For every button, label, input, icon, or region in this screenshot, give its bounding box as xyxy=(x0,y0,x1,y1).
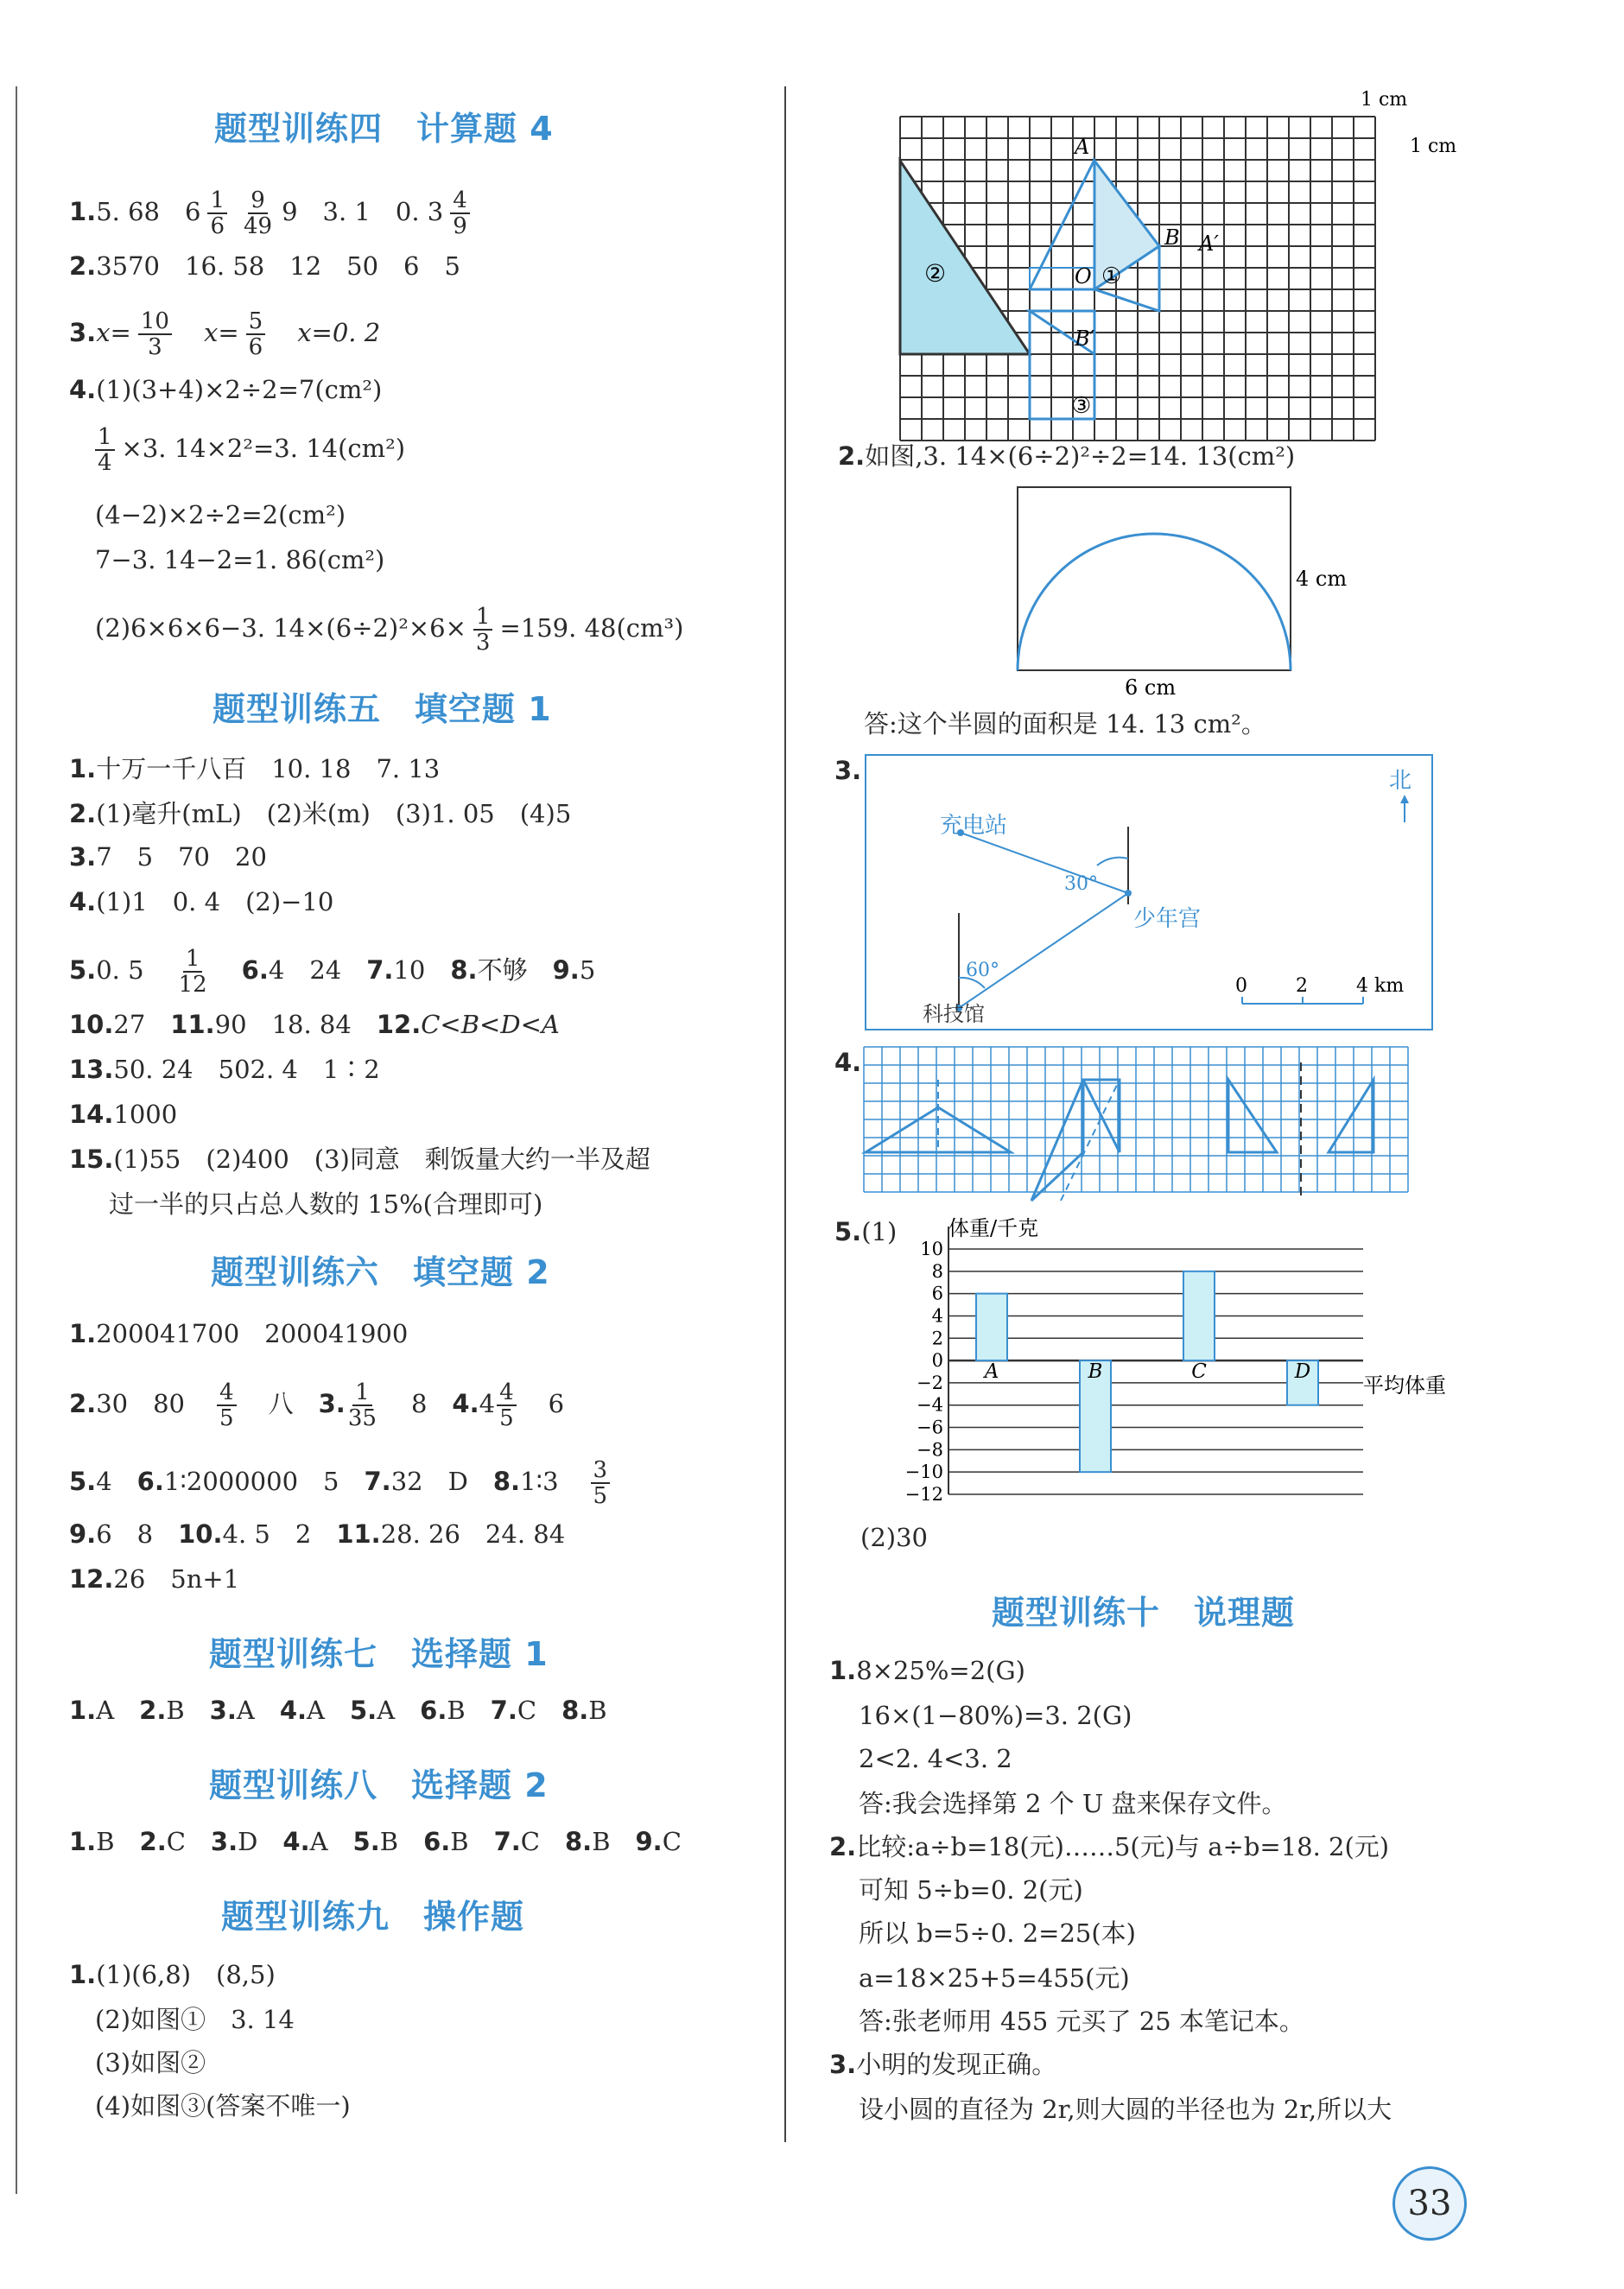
answer-number: 2. xyxy=(139,1696,167,1725)
answer-number: 4. xyxy=(279,1696,308,1725)
answer-value: B xyxy=(166,1696,210,1725)
r-q5-num: 5.(1) xyxy=(834,1217,898,1246)
y-tick-label: 4 xyxy=(931,1305,943,1327)
answer-number: 2. xyxy=(139,1827,167,1856)
answer-number: 9. xyxy=(635,1827,663,1856)
s10-q1-line1: 1.8×25%=2(G) xyxy=(829,1656,1025,1685)
answer-number: 1. xyxy=(69,1696,97,1725)
category-label: A xyxy=(984,1360,999,1384)
section-title-8: 题型训练八 选择题 2 xyxy=(209,1766,549,1804)
fraction: $\frac{4}{9}$ xyxy=(450,188,470,238)
s7-answers xyxy=(69,1695,632,1726)
answer-number: 3. xyxy=(210,1827,238,1856)
palace-label: 少年宫 xyxy=(1133,906,1202,932)
s4-q1 xyxy=(69,188,477,238)
s4-q2: 2.3570 16. 58 12 50 6 5 xyxy=(69,251,460,281)
coordinate-grid-figure xyxy=(890,85,1457,434)
answer-value: B xyxy=(447,1696,491,1725)
section-title-7: 题型训练七 选择题 1 xyxy=(209,1635,549,1673)
s9-q1-line3: (3)如图② xyxy=(95,2048,206,2077)
y-tick-label: −12 xyxy=(904,1484,943,1505)
section-title-5: 题型训练五 填空题 1 xyxy=(213,690,552,728)
answer-number: 5. xyxy=(352,1827,380,1856)
answer-value: D xyxy=(238,1827,283,1856)
answer-value: C xyxy=(662,1827,707,1856)
s5-q2: 2.(1)毫升(mL) (2)米(m) (3)1. 05 (4)5 xyxy=(69,799,572,828)
r-q3-num: 3. xyxy=(834,756,862,785)
y-tick-label: 10 xyxy=(920,1239,943,1259)
fraction: $\frac{1}{6}$ xyxy=(207,188,227,238)
answer-value: A xyxy=(307,1696,350,1725)
unit-width-label: 1 cm xyxy=(1361,89,1408,111)
answer-value: B xyxy=(588,1696,632,1725)
s6-q12: 12.26 5n+1 xyxy=(69,1564,240,1594)
answer-number: 6. xyxy=(420,1696,447,1725)
y-tick-label: −4 xyxy=(917,1394,943,1416)
s5-q13: 13.50. 24 502. 4 1∶2 xyxy=(69,1055,380,1084)
path-to-museum xyxy=(959,893,1128,1008)
bar-C xyxy=(1183,1271,1215,1360)
answer-value: C xyxy=(520,1827,565,1856)
map-figure xyxy=(864,753,1436,1034)
s10-q1-line3: 2<2. 4<3. 2 xyxy=(859,1744,1012,1773)
s4-q4-line2: $\frac{1}{4}$ ×3. 14×2²=3. 14(cm²) xyxy=(95,425,405,475)
q-text: 5. 68 6 xyxy=(96,197,201,226)
s9-q1-line1: 1.(1)(6,8) (8,5) xyxy=(69,1960,276,1989)
s8-answers xyxy=(69,1826,707,1857)
bar-A xyxy=(976,1294,1007,1360)
s10-q2-line5: 答:张老师用 455 元买了 25 本笔记本。 xyxy=(859,2007,1304,2036)
r-q2: 2.如图,3. 14×(6÷2)²÷2=14. 13(cm²) xyxy=(838,441,1296,471)
y-tick-label: −6 xyxy=(917,1417,943,1438)
section-title-4: 题型训练四 计算题 4 xyxy=(214,110,554,148)
s5-q1: 1.十万一千八百 10. 18 7. 13 xyxy=(69,754,441,783)
s6-q1: 1.200041700 200041900 xyxy=(69,1319,409,1348)
s5-q4: 4.(1)1 0. 4 (2)−10 xyxy=(69,887,334,916)
angle-30-label: 30° xyxy=(1064,873,1098,895)
point-A-label: A xyxy=(1075,135,1090,159)
answer-value: B xyxy=(592,1827,636,1856)
s9-q1-line4: (4)如图③(答案不唯一) xyxy=(95,2091,351,2121)
answer-value: A xyxy=(236,1696,280,1725)
answer-value: B xyxy=(96,1827,140,1856)
y-tick-label: 6 xyxy=(931,1283,943,1304)
s4-q4-line5: (2)6×6×6−3. 14×(6÷2)²×6× $\frac{1}{3}$ =159. 48(cm³) xyxy=(95,604,684,656)
semicircle xyxy=(1018,534,1291,670)
category-label: D xyxy=(1294,1360,1311,1384)
s5-q10: 10.27 11.90 18. 84 12.C<B<D<A xyxy=(69,1010,560,1039)
point-O-label: O xyxy=(1075,264,1092,289)
s10-q1-line2: 16×(1−80%)=3. 2(G) xyxy=(859,1701,1132,1730)
station-label: 充电站 xyxy=(940,813,1008,839)
north-label: 北 xyxy=(1389,768,1412,794)
y-tick-label: −10 xyxy=(904,1462,943,1483)
answer-number: 1. xyxy=(69,1827,97,1856)
museum-label: 科技馆 xyxy=(923,1002,985,1026)
category-label: C xyxy=(1191,1360,1207,1384)
label-circle-1: ① xyxy=(1101,263,1122,289)
q-num: 1. xyxy=(69,197,97,226)
angle-60-label: 60° xyxy=(966,960,999,981)
y-tick-label: −8 xyxy=(917,1439,943,1461)
s6-q5: 5.4 6.1∶2000000 5 7.32 D 8.1∶3 $\frac{3}{5}$ xyxy=(69,1458,617,1508)
point-B-label: B xyxy=(1164,225,1180,250)
scale-2: 2 xyxy=(1296,975,1308,997)
label-circle-3: ③ xyxy=(1071,393,1092,419)
page-number: 33 xyxy=(1392,2166,1467,2241)
answer-number: 4. xyxy=(282,1827,310,1856)
r-q2-answer: 答:这个半圆的面积是 14. 13 cm²。 xyxy=(864,709,1266,739)
category-label: B xyxy=(1088,1360,1103,1384)
y-tick-label: 8 xyxy=(931,1260,943,1282)
s4-q4-line1: 4.(1)(3+4)×2÷2=7(cm²) xyxy=(69,375,383,404)
y-tick-label: 0 xyxy=(931,1350,943,1372)
scale-4km: 4 km xyxy=(1356,975,1405,997)
section-title-10: 题型训练十 说理题 xyxy=(992,1594,1296,1632)
s10-q2-line2: 可知 5÷b=0. 2(元) xyxy=(859,1875,1083,1905)
left-margin-line xyxy=(16,86,17,2194)
s5-q14: 14.1000 xyxy=(69,1100,178,1129)
answer-value: A xyxy=(309,1827,353,1856)
s5-q3: 3.7 5 70 20 xyxy=(69,842,267,872)
answer-number: 6. xyxy=(423,1827,451,1856)
weight-bar-chart xyxy=(890,1209,1446,1507)
chart-ylabel: 体重/千克 xyxy=(948,1216,1039,1240)
chart-xlabel: 平均体重 xyxy=(1363,1373,1446,1398)
y-tick-label: −2 xyxy=(917,1372,943,1393)
answer-number: 3. xyxy=(209,1696,237,1725)
s5-q5: 5.0. 5 $\frac{1}{12}$ 6.4 24 7.10 8.不够 9.5 xyxy=(69,946,596,998)
section-title-9: 题型训练九 操作题 xyxy=(221,1898,525,1936)
answer-value: B xyxy=(379,1827,424,1856)
s10-q3-line1: 3.小明的发现正确。 xyxy=(829,2050,1057,2079)
s4-q4-line4: 7−3. 14−2=1. 86(cm²) xyxy=(95,545,385,574)
answer-value: C xyxy=(166,1827,211,1856)
s5-q15-line2: 过一半的只占总人数的 15%(合理即可) xyxy=(109,1189,543,1219)
column-divider xyxy=(784,86,786,2142)
width-label: 6 cm xyxy=(1125,675,1177,700)
y-tick-label: 2 xyxy=(931,1328,943,1349)
answer-number: 5. xyxy=(349,1696,377,1725)
s10-q2-line3: 所以 b=5÷0. 2=25(本) xyxy=(859,1918,1136,1948)
s4-q4-line3: (4−2)×2÷2=2(cm²) xyxy=(95,500,346,529)
s6-q2: 2.30 80 $\frac{4}{5}$ 八 3. $\frac{1}{35}$ 8 4.4 $\frac{4}{5}$ 6 xyxy=(69,1379,565,1431)
point-A-prime-label: A′ xyxy=(1199,231,1219,256)
answer-number: 7. xyxy=(490,1696,517,1725)
answer-value: A xyxy=(96,1696,140,1725)
scale-0: 0 xyxy=(1235,975,1247,997)
path-to-station xyxy=(961,833,1128,893)
section-title-6: 题型训练六 填空题 2 xyxy=(211,1253,550,1291)
q-text: 9 3. 1 0. 3 xyxy=(282,197,444,226)
semicircle-figure xyxy=(1011,484,1391,700)
r-q4-num: 4. xyxy=(834,1048,862,1077)
answer-value: B xyxy=(450,1827,494,1856)
s4-q3: 3.x= $\frac{10}{3}$ x= $\frac{5}{6}$ x=0. 2 xyxy=(69,308,381,360)
s10-q2-line1: 2.比较:a÷b=18(元)……5(元)与 a÷b=18. 2(元) xyxy=(829,1832,1390,1861)
fraction: $\frac{9}{49}$ xyxy=(244,187,273,239)
answer-number: 7. xyxy=(493,1827,521,1856)
height-label: 4 cm xyxy=(1296,567,1348,591)
point-B-prime-label: B′ xyxy=(1075,327,1095,351)
s5-q15-line1: 15.(1)55 (2)400 (3)同意 剩饭量大约一半及超 xyxy=(69,1144,650,1174)
answer-number: 8. xyxy=(561,1696,589,1725)
s9-q1-line2: (2)如图① 3. 14 xyxy=(95,2005,295,2034)
answer-value: C xyxy=(517,1696,562,1725)
r-q5-part2: (2)30 xyxy=(860,1523,928,1552)
unit-height-label: 1 cm xyxy=(1410,136,1457,157)
s10-q2-line4: a=18×25+5=455(元) xyxy=(859,1963,1130,1993)
answer-value: A xyxy=(377,1696,421,1725)
answer-number: 8. xyxy=(564,1827,593,1856)
s10-q3-line2: 设小圆的直径为 2r,则大圆的半径也为 2r,所以大 xyxy=(859,2095,1392,2124)
s10-q1-line4: 答:我会选择第 2 个 U 盘来保存文件。 xyxy=(859,1789,1287,1818)
s6-q9: 9.6 8 10.4. 5 2 11.28. 26 24. 84 xyxy=(69,1519,566,1549)
symmetry-grid-figure xyxy=(862,1045,1410,1206)
label-circle-2: ② xyxy=(924,259,947,288)
